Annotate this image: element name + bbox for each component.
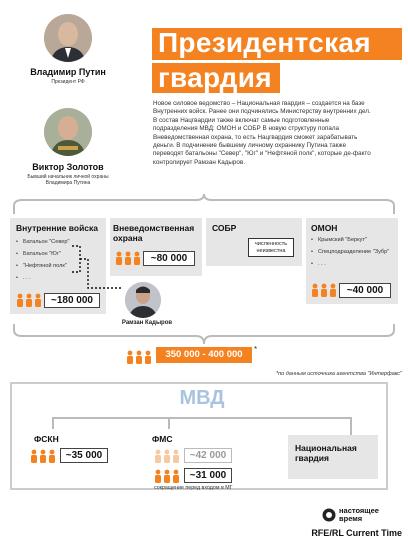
person-icon bbox=[40, 450, 46, 463]
person-icons-fskn bbox=[30, 449, 56, 463]
zolotov-role-line2: Владимира Путина bbox=[45, 180, 91, 186]
national-guard-line2: гвардия bbox=[295, 453, 329, 463]
person-icon bbox=[134, 252, 140, 265]
person-icons-total bbox=[126, 350, 152, 364]
person-icon bbox=[125, 252, 131, 265]
intro-line: контролирует Рамзан Кадыров. bbox=[153, 158, 246, 166]
list-item: • Батальон "Юг" bbox=[16, 251, 106, 258]
list-item: • . . . bbox=[16, 275, 106, 282]
omon-value: ~40 000 bbox=[339, 283, 391, 298]
list-item: • Батальон "Север" bbox=[16, 239, 106, 246]
person-icon bbox=[164, 470, 170, 483]
person-icons-fms-new bbox=[154, 469, 180, 483]
fms-new-value: ~31 000 bbox=[184, 468, 232, 483]
logo-mark-icon bbox=[322, 508, 336, 522]
kadyrov-portrait bbox=[124, 281, 162, 319]
total-footnote: *по данным источника агентства "Интерфакс" bbox=[276, 371, 402, 377]
zolotov-portrait bbox=[44, 108, 92, 156]
person-icon bbox=[17, 294, 23, 307]
logo-line1: настоящее bbox=[339, 506, 379, 515]
person-icon bbox=[49, 450, 55, 463]
list-item: • "Нефтяной полк" bbox=[16, 263, 106, 270]
list-item: • . . . bbox=[311, 261, 399, 268]
list-item: • Крымский "Беркут" bbox=[311, 237, 399, 244]
person-icon bbox=[31, 450, 37, 463]
nondept-guard-title-line2: охрана bbox=[113, 233, 143, 243]
person-icon bbox=[136, 351, 142, 364]
title-line1: Президентская bbox=[152, 28, 402, 60]
sobr-note-box bbox=[248, 238, 294, 257]
fms-title: ФМС bbox=[152, 434, 173, 444]
putin-role: Президент РФ bbox=[51, 79, 85, 85]
total-mark: * bbox=[254, 345, 258, 354]
zolotov-name: Виктор Золотов bbox=[32, 162, 104, 172]
person-icon bbox=[35, 294, 41, 307]
person-icon bbox=[312, 284, 318, 297]
omon-title: ОМОН bbox=[311, 223, 338, 233]
nondept-guard-title-line1: Вневедомственная bbox=[113, 223, 195, 233]
total-value: 350 000 - 400 000 bbox=[156, 347, 252, 363]
person-icon bbox=[26, 294, 32, 307]
person-icon bbox=[321, 284, 327, 297]
intro-line: Вневедомственная охрана, то есть Нацгвардия сможет зарабатывать bbox=[153, 133, 358, 141]
person-icon-faded bbox=[173, 450, 179, 463]
zolotov-role-line1: Бывший начальник личной охраны bbox=[27, 174, 109, 180]
putin-name: Владимир Путин bbox=[30, 67, 106, 77]
person-icon bbox=[145, 351, 151, 364]
person-icons-vv bbox=[16, 293, 42, 307]
fskn-title: ФСКН bbox=[34, 434, 59, 444]
mvd-line-guard bbox=[350, 417, 352, 435]
fms-note: сокращение перед входом в МГ bbox=[154, 485, 233, 491]
person-icon bbox=[173, 470, 179, 483]
kadyrov-name: Рамзан Кадыров bbox=[121, 320, 173, 326]
intro-line: Новое силовое ведомство – Национальная гвардия – создается на базе bbox=[153, 100, 365, 107]
person-icons-fms-old bbox=[154, 449, 180, 463]
person-icon-faded bbox=[155, 450, 161, 463]
fms-old-value: ~42 000 bbox=[184, 448, 232, 463]
sobr-note-line2: неизвестна bbox=[256, 248, 286, 254]
sobr-title: СОБР bbox=[212, 223, 237, 233]
title-line2: гвардия bbox=[152, 63, 280, 93]
person-icon bbox=[330, 284, 336, 297]
person-icons-omon bbox=[311, 283, 337, 297]
fskn-value: ~35 000 bbox=[60, 448, 108, 463]
internal-troops-title: Внутренние войска bbox=[16, 223, 99, 233]
person-icon bbox=[127, 351, 133, 364]
intro-line: подразделения МВД: ОМОН и СОБР В новую структуру попала bbox=[153, 125, 340, 133]
intro-line: В состав Нацгвардии также включат самые подготовленные bbox=[153, 116, 330, 124]
person-icon bbox=[116, 252, 122, 265]
mvd-line-fms bbox=[168, 417, 170, 429]
putin-portrait bbox=[44, 14, 92, 62]
person-icons-vo bbox=[115, 251, 141, 265]
credit-text: RFE/RL Current Time bbox=[311, 528, 402, 538]
intro-line: переводят батальоны "Север", "Юг" и "Нефтяной полк", которые де-факто bbox=[153, 150, 371, 158]
mvd-line-fskn bbox=[52, 417, 54, 429]
bottom-brace bbox=[0, 322, 408, 348]
mvd-title: МВД bbox=[170, 387, 234, 410]
internal-troops-value: ~180 000 bbox=[44, 293, 100, 308]
intro-line: деньги. В подчинение бывшему личному охраннику Путина также bbox=[153, 142, 347, 150]
person-icon-faded bbox=[164, 450, 170, 463]
omon-list bbox=[311, 237, 399, 273]
sobr-note-line1: численность bbox=[254, 241, 288, 247]
top-brace bbox=[0, 190, 408, 218]
intro-line: Внутренних войск. Ранее они подчинялись Министерству внутренних дел. bbox=[153, 108, 371, 116]
current-time-logo bbox=[322, 506, 402, 524]
nondept-guard-value: ~80 000 bbox=[143, 251, 195, 266]
mvd-line-h bbox=[52, 417, 352, 419]
national-guard-line1: Национальная bbox=[295, 443, 357, 453]
intro-text bbox=[153, 100, 403, 167]
logo-line2: время bbox=[339, 514, 363, 523]
person-icon bbox=[155, 470, 161, 483]
list-item: • Спецподразделение "Зубр" bbox=[311, 249, 399, 256]
